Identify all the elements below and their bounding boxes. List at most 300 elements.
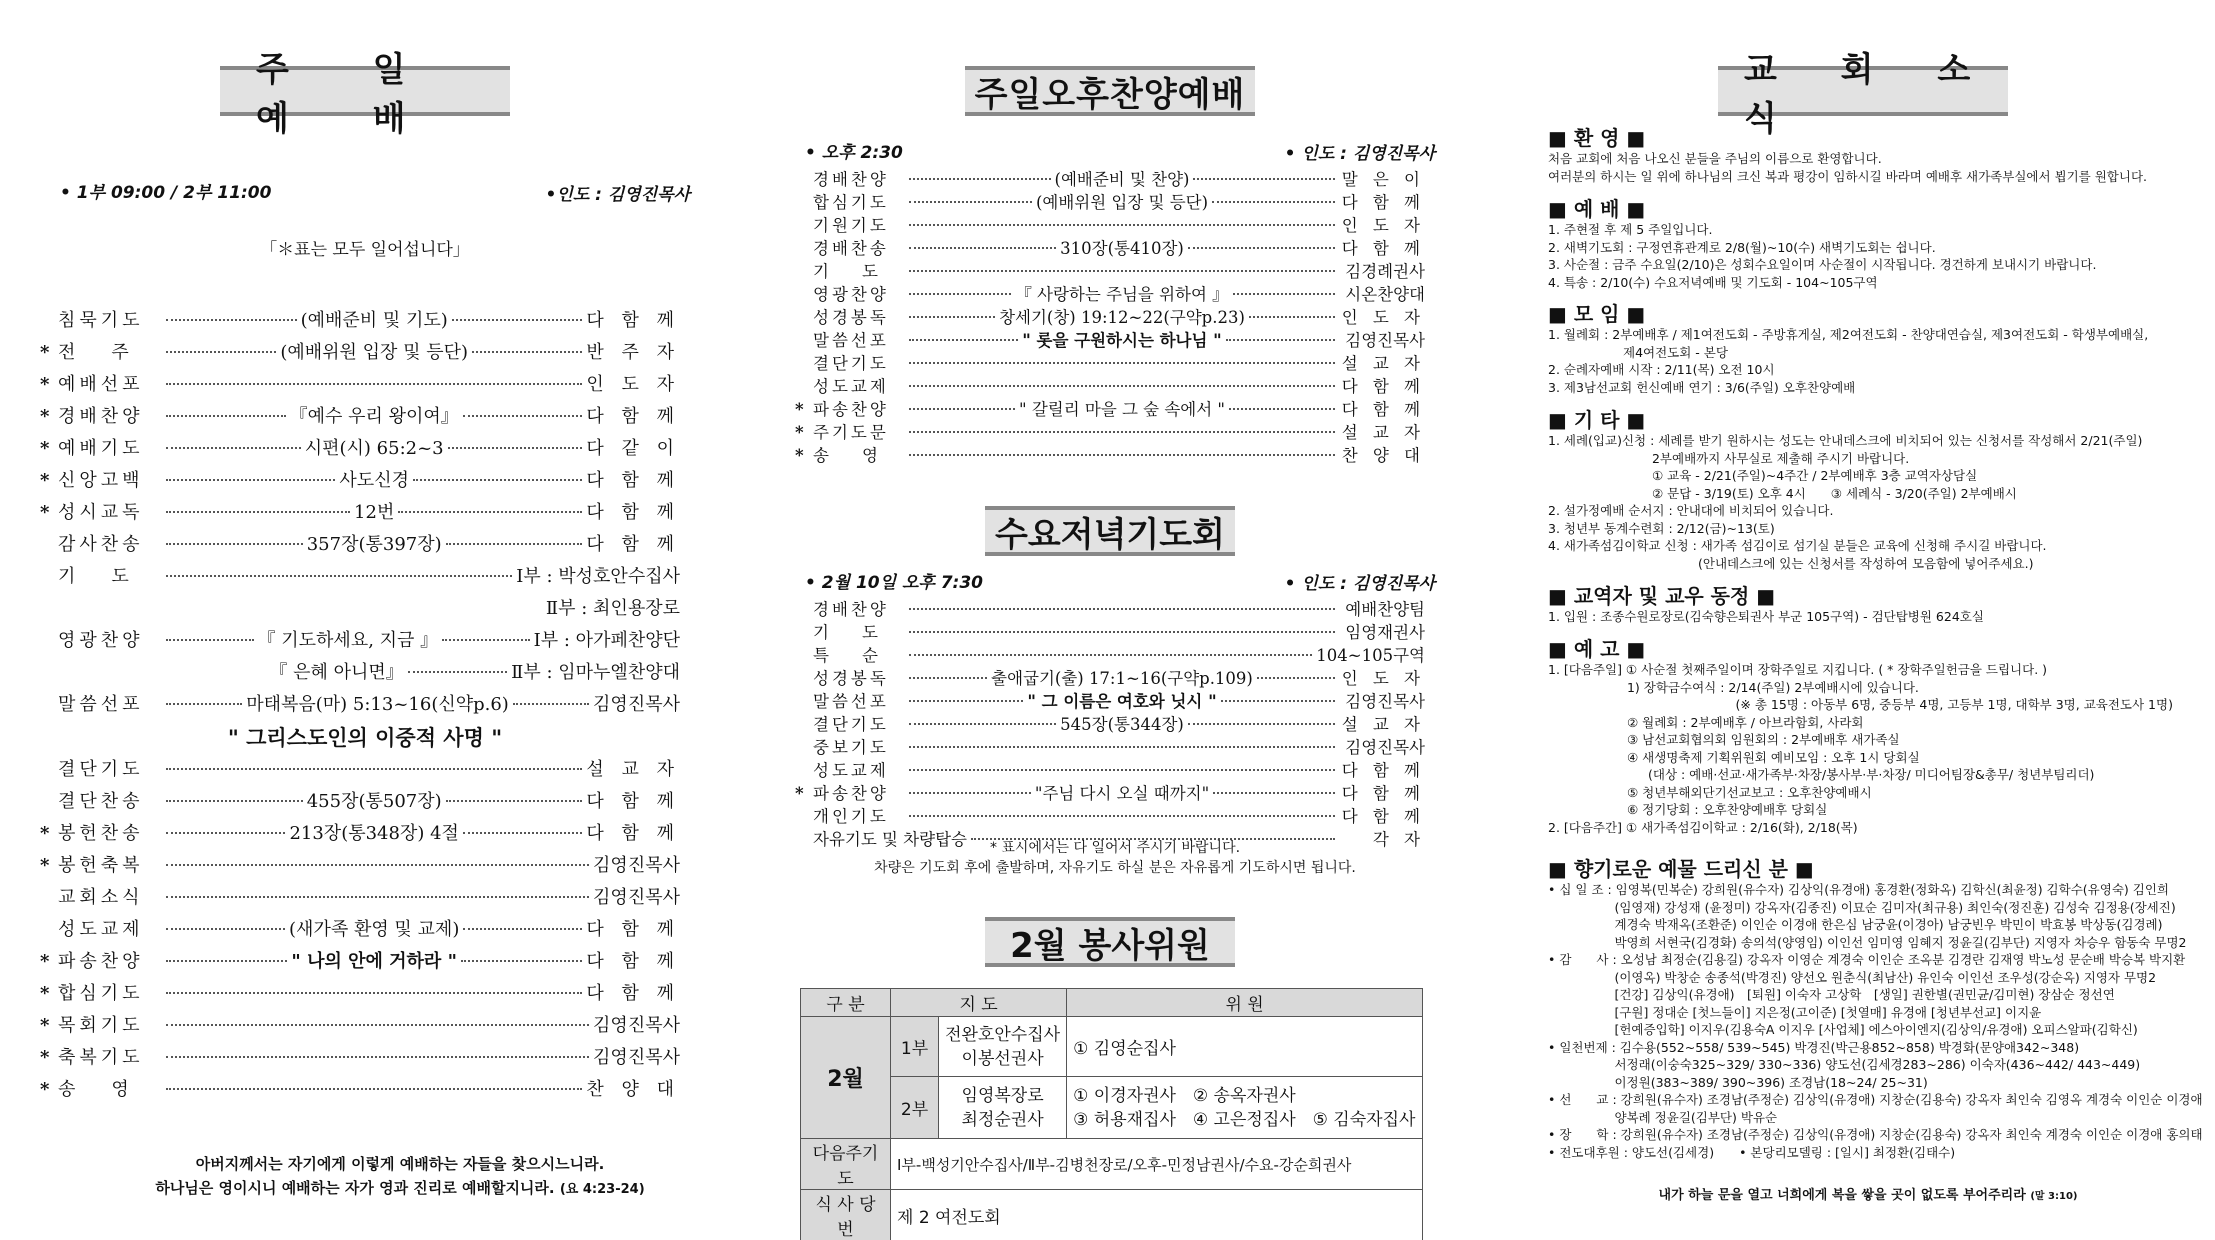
item-content: (예배준비 및 찬양) xyxy=(1054,170,1190,189)
order-row xyxy=(795,235,1425,259)
leader-dots xyxy=(166,864,589,866)
item-person: 다 함 께 xyxy=(586,919,680,940)
item-label: 경배찬양 xyxy=(58,406,144,427)
item-person: 설 교 자 xyxy=(1341,715,1425,734)
item-label: 경배찬송 xyxy=(813,239,889,258)
leader-dots xyxy=(909,316,995,318)
item-label: 교회소식 xyxy=(58,887,144,908)
item-label: 성경봉독 xyxy=(813,308,889,327)
item-person: 시온찬양대 xyxy=(1345,285,1425,304)
item-label: 기 도 xyxy=(813,623,878,642)
order-row xyxy=(795,665,1425,689)
item-person: 반 주 자 xyxy=(586,342,680,363)
item-person: Ⅰ부 : 박성호안수집사 xyxy=(516,566,680,587)
item-label: 자유기도 및 차량탑승 xyxy=(813,830,967,849)
news-line: 2. 설가정예배 순서지 : 안내대에 비치되어 있습니다. xyxy=(1548,503,1834,518)
order-row xyxy=(40,819,680,845)
guide-2b: 최정순권사 xyxy=(961,1109,1044,1130)
leader-dots xyxy=(472,351,582,353)
order-row xyxy=(40,851,680,877)
news-line: 양복례 정윤길(김부단) 박유순 xyxy=(1548,1109,1778,1125)
news-line: (안내데스크에 있는 신청서를 작성하여 모음함에 넣어주세요.) xyxy=(1548,555,2034,571)
item-person: Ⅰ부 : 아가페찬양단 xyxy=(533,630,681,651)
order-row xyxy=(40,947,680,973)
leader-dots xyxy=(909,385,1335,387)
leader-dots xyxy=(448,447,583,449)
news-line: ② 문답 - 3/19(토) 오후 4시 ③ 세례식 - 3/20(주일) 2부예배시 xyxy=(1548,485,2017,501)
news-line: 이정원(383~389/ 390~396) 조경남(18~24/ 25~31) xyxy=(1548,1074,1928,1090)
item-content: "주님 다시 오실 때까지" xyxy=(1034,784,1210,803)
leader-dots xyxy=(1221,700,1335,702)
order-row xyxy=(40,1043,680,1069)
item-label: 신앙고백 xyxy=(58,470,144,491)
leader-dots xyxy=(166,1024,589,1026)
item-content: 시편(시) 65:2~3 xyxy=(304,438,444,459)
section-body xyxy=(1548,881,2203,1161)
leader-dots xyxy=(166,1088,582,1090)
next-prayer-label: 다음주기도 xyxy=(801,1139,891,1190)
leader-dots xyxy=(909,654,1312,656)
item-label: 말씀선포 xyxy=(813,692,889,711)
leader-dots xyxy=(166,832,285,834)
item-person: 각 자 xyxy=(1372,830,1425,849)
footer-verse-3 xyxy=(1548,1184,2188,1209)
item-label: 감사찬송 xyxy=(58,534,144,555)
news-line: 3. 청년부 동계수련회 : 2/12(금)~13(토) xyxy=(1548,520,1775,536)
news-line: 제4여전도회 - 본당 xyxy=(1548,344,1728,360)
leader-dots xyxy=(166,992,582,994)
leader-dots xyxy=(1188,247,1335,249)
item-label: 합심기도 xyxy=(813,193,889,212)
leader-dots xyxy=(909,700,1023,702)
item-label: 영광찬양 xyxy=(813,285,889,304)
item-label: 경배찬양 xyxy=(813,600,889,619)
order-row xyxy=(795,757,1425,781)
item-person: 다 함 께 xyxy=(1341,807,1425,826)
item-person: 김영진목사 xyxy=(593,887,680,908)
leader-dots xyxy=(909,178,1051,180)
item-label: 성도교제 xyxy=(813,377,889,396)
item-content: 12번 xyxy=(354,502,395,523)
item-person: 김경례권사 xyxy=(1345,262,1425,281)
item-person: 김영진목사 xyxy=(593,1047,680,1068)
section-heading: ■ 기 타 ■ xyxy=(1548,408,1646,432)
standing-mark: * xyxy=(40,342,50,363)
order-row xyxy=(40,498,680,524)
part-2-cell: 2부 xyxy=(891,1077,939,1139)
item-label: 기 도 xyxy=(813,262,878,281)
leader-dots xyxy=(909,631,1335,633)
item-content: " 롯을 구원하시는 하나님 " xyxy=(1022,331,1222,350)
order-row xyxy=(795,327,1425,351)
news-line: [건강] 김상익(유경애) [퇴원] 이숙자 고상학 [생일] 권한별(권민균/김미현) 장삼순 정선연 xyxy=(1548,987,2115,1002)
item-label: 결단찬송 xyxy=(58,791,144,812)
leader-dots xyxy=(452,319,583,321)
leader-dots xyxy=(398,511,582,513)
item-label: 결단기도 xyxy=(58,759,144,780)
order-row xyxy=(795,258,1425,282)
wednesday-notes xyxy=(795,838,1435,878)
leader-dots xyxy=(166,928,285,930)
footer-verse xyxy=(100,1152,700,1202)
leader-dots xyxy=(166,800,303,802)
item-label: 말씀선포 xyxy=(813,331,889,350)
leader-dots xyxy=(909,454,1335,456)
news-line: • 일천번제 : 김수용(552~558/ 539~545) 박경진(박근용852~858) 박경화(문양애342~348) xyxy=(1548,1039,2080,1055)
standing-mark: * xyxy=(40,406,50,427)
leader-dots xyxy=(166,1056,589,1058)
month-cell: 2월 xyxy=(801,1017,891,1139)
news-line: [헌예증입학] 이지우(김용숙A 이지우 [사업체] 에스아이엔지(김상익/유경애) 오피스알파(김학신) xyxy=(1548,1022,2138,1037)
section-heading: ■ 예 배 ■ xyxy=(1548,197,1646,221)
news-line: (이영옥) 박창순 송종석(박경진) 양선오 원춘식(최남산) 유인숙 이인선 조우성(강순옥) 지영자 무명2 xyxy=(1548,969,2157,985)
item-person: 다 함 께 xyxy=(586,470,681,491)
leader-dots xyxy=(909,247,1056,249)
standing-mark: * xyxy=(40,470,50,491)
item-person: 인 도 자 xyxy=(1341,308,1425,327)
item-person: 김영진목사 xyxy=(593,1015,680,1036)
item-label: 영광찬양 xyxy=(58,630,144,651)
leader-dots xyxy=(909,746,1335,748)
part-2-members xyxy=(1067,1077,1423,1139)
leader-dots xyxy=(909,293,1011,295)
order-row xyxy=(795,166,1425,190)
title-afternoon-worship: 주일오후찬양예배 xyxy=(965,66,1255,116)
column-church-news xyxy=(1548,0,2203,1240)
leader-dots xyxy=(909,815,1335,817)
order-row xyxy=(40,1075,680,1101)
leader-dots xyxy=(909,339,1018,341)
order-row xyxy=(795,780,1425,804)
news-line: 2. 순례자예배 시작 : 2/11(목) 오전 10시 xyxy=(1548,362,1775,377)
item-label: 합심기도 xyxy=(58,983,144,1004)
order-row xyxy=(795,442,1425,466)
order-row xyxy=(795,304,1425,328)
news-line: 1. 입원 : 조종수원로장로(김숙향은퇴권사 부군 105구역) - 검단탑병원 624호실 xyxy=(1548,609,1984,624)
item-person: 다 함 께 xyxy=(586,951,680,972)
afternoon-leader: • 인도 : 김영진목사 xyxy=(1284,144,1435,164)
item-label: 송 영 xyxy=(58,1079,129,1100)
item-label: 기 도 xyxy=(58,566,129,587)
item-person: 다 같 이 xyxy=(586,438,680,459)
leader-dots xyxy=(166,319,297,321)
leader-dots xyxy=(909,792,1031,794)
item-person: 다 함 께 xyxy=(586,310,681,331)
standing-mark: * xyxy=(40,951,50,972)
standing-mark: * xyxy=(795,423,804,442)
item-label: 파송찬양 xyxy=(58,951,144,972)
leader-dots xyxy=(166,960,287,962)
standing-notice: 「＊표는 모두 일어섭니다」 xyxy=(260,240,470,260)
section-heading: ■ 예 고 ■ xyxy=(1548,637,1646,661)
item-person: 찬 양 대 xyxy=(586,1079,680,1100)
item-content: 『 사랑하는 주님을 위하여 』 xyxy=(1015,285,1229,304)
item-person: 다 함 께 xyxy=(1341,193,1425,212)
order-row xyxy=(795,642,1425,666)
news-line: ③ 남선교회협의회 임원회의 : 2부예배후 새가족실 xyxy=(1548,732,1900,747)
item-person: 인 도 자 xyxy=(1341,216,1425,235)
item-content: 마태복음(마) 5:13~16(신약p.6) xyxy=(246,694,509,715)
order-row xyxy=(795,281,1425,305)
order-row xyxy=(40,594,680,620)
item-content: 『예수 우리 왕이여』 xyxy=(289,406,459,427)
standing-mark: * xyxy=(40,1079,50,1100)
order-row xyxy=(40,787,680,813)
news-line: ④ 새생명축제 기획위원회 예비모임 : 오후 1시 당회실 xyxy=(1548,749,1920,765)
leader-dots xyxy=(1229,408,1335,410)
item-label: 결단기도 xyxy=(813,354,889,373)
leader-dots xyxy=(1249,316,1335,318)
standing-mark: * xyxy=(40,502,50,523)
section-body xyxy=(1548,150,2188,185)
news-line: 1. [다음주일] ① 사순절 첫째주일이며 장학주일로 지킵니다. ( * 장학주일헌금을 드립니다. ) xyxy=(1548,662,2048,677)
item-person: 말 은 이 xyxy=(1341,170,1425,189)
order-row xyxy=(40,562,680,588)
part-2-guide xyxy=(939,1077,1067,1139)
standing-mark: * xyxy=(40,983,50,1004)
item-person: 설 교 자 xyxy=(1341,354,1425,373)
section-body xyxy=(1548,608,2188,626)
leader-dots xyxy=(909,408,1015,410)
leader-dots xyxy=(166,896,589,898)
leader-dots xyxy=(446,800,583,802)
leader-dots xyxy=(166,351,276,353)
table-row xyxy=(801,1139,1423,1190)
verse-line-2-wrap xyxy=(100,1176,700,1202)
news-line: ⑥ 정기당회 : 오후찬양예배후 당회실 xyxy=(1548,802,1828,817)
item-label: 목회기도 xyxy=(58,1015,144,1036)
order-row xyxy=(795,711,1425,735)
leader-dots xyxy=(166,639,254,641)
news-line: 여러분의 하시는 일 위에 하나님의 크신 복과 평강이 임하시길 바라며 예배후 새가족부실에서 뵙기를 원합니다. xyxy=(1548,168,2148,184)
wednesday-leader: • 인도 : 김영진목사 xyxy=(1284,574,1435,594)
title-wednesday-prayer: 수요저녁기도회 xyxy=(985,506,1235,556)
news-line: (※ 총 15명 : 아동부 6명, 중등부 4명, 고등부 1명, 대학부 3명, 교육전도사 1명) xyxy=(1548,697,2173,712)
item-person: 김영진목사 xyxy=(1345,331,1425,350)
section-heading: ■ 환 영 ■ xyxy=(1548,126,1646,150)
item-label: 결단기도 xyxy=(813,715,889,734)
item-label: 성도교제 xyxy=(58,919,144,940)
news-line: 1. 세례(입교)신청 : 세례를 받기 원하시는 성도는 안내데스크에 비치되어 있는 신청서를 작성해서 2/21(주일) xyxy=(1548,433,2143,448)
item-content: 310장(통410장) xyxy=(1060,239,1184,258)
item-content: " 갈릴리 마을 그 숲 속에서 " xyxy=(1018,400,1226,419)
item-person: 임영재권사 xyxy=(1345,623,1425,642)
leader-dots xyxy=(166,768,582,770)
news-line: 박영희 서현국(김경화) 송의석(양영임) 이인선 임미영 임혜지 정윤길(김부단) 지영자 차승우 함동숙 무명2 xyxy=(1548,934,2187,950)
order-row xyxy=(40,1011,680,1037)
item-content: (새가족 환영 및 교제) xyxy=(289,919,460,940)
order-row xyxy=(40,883,680,909)
news-line: 계경숙 박재옥(조환준) 이인순 이경애 한은심 남궁윤(이경아) 남궁빈우 박민이 박효봉 박상동(김경례) xyxy=(1548,917,2163,932)
item-person: 다 함 께 xyxy=(1341,761,1425,780)
leader-dots xyxy=(513,703,589,705)
news-line: 4. 특송 : 2/10(수) 수요저녁예배 및 기도회 - 104~105구역 xyxy=(1548,274,1878,290)
leader-dots xyxy=(909,431,1335,433)
section-heading: ■ 교역자 및 교우 동정 ■ xyxy=(1548,584,1776,608)
item-person: 김영진목사 xyxy=(1345,692,1425,711)
leader-dots xyxy=(1212,201,1335,203)
item-person: 다 함 께 xyxy=(1341,784,1425,803)
item-label: 특 순 xyxy=(813,646,878,665)
item-label: 파송찬양 xyxy=(813,784,889,803)
order-row xyxy=(795,189,1425,213)
item-person: 설 교 자 xyxy=(586,759,680,780)
leader-dots xyxy=(909,608,1335,610)
news-line: [구원] 정대순 [첫느들이] 지은정(고이준) [첫열매] 유경애 [청년부선교] 이지윤 xyxy=(1548,1004,2042,1020)
item-label: 성시교독 xyxy=(58,502,144,523)
item-person: 다 함 께 xyxy=(586,823,680,844)
note-transport: 차량은 기도회 후에 출발하며, 자유기도 하실 분은 자유롭게 기도하시면 됩니다. xyxy=(874,860,1356,876)
column-sunday-worship xyxy=(40,0,690,1240)
order-row xyxy=(40,690,680,716)
leader-dots xyxy=(166,575,512,577)
order-row xyxy=(795,396,1425,420)
leader-dots xyxy=(166,415,286,417)
leader-dots xyxy=(1193,178,1335,180)
item-person: 다 함 께 xyxy=(586,406,680,427)
leader-dots xyxy=(909,224,1335,226)
standing-mark: * xyxy=(795,400,804,419)
leader-dots xyxy=(166,543,303,545)
order-row xyxy=(795,688,1425,712)
column-afternoon-and-wednesday xyxy=(795,0,1435,1240)
item-person: 다 함 께 xyxy=(586,502,680,523)
news-line: • 십 일 조 : 임영복(민복순) 강희원(유수자) 김상익(유경애) 홍경환(정화옥) 김학신(최윤정) 김학수(유영숙) 김인희 xyxy=(1548,882,2169,897)
standing-mark: * xyxy=(795,446,804,465)
leader-dots xyxy=(166,479,335,481)
item-person: 설 교 자 xyxy=(1341,423,1425,442)
wednesday-time: • 2월 10일 오후 7:30 xyxy=(805,573,983,593)
leader-dots xyxy=(909,769,1335,771)
note-standing: * 표시에서는 다 일어서 주시기 바랍니다. xyxy=(989,840,1241,856)
item-content: 213장(통348장) 4절 xyxy=(289,823,459,844)
volunteer-table xyxy=(800,988,1423,1240)
item-label: 파송찬양 xyxy=(813,400,889,419)
item-label: 개인기도 xyxy=(813,807,889,826)
verse-text: 내가 하늘 문을 열고 너희에게 복을 쌓을 곳이 없도록 부어주리라 xyxy=(1658,1188,2026,1203)
item-label: 봉헌찬송 xyxy=(58,823,144,844)
title-church-news: 교 회 소 식 xyxy=(1718,66,2008,116)
section-heading: ■ 향기로운 예물 드리신 분 ■ xyxy=(1548,857,1814,881)
section-body xyxy=(1548,326,2188,396)
news-line: ② 월례회 : 2부예배후 / 아브라함회, 사라회 xyxy=(1548,714,1864,730)
leader-dots xyxy=(1233,293,1335,295)
order-row xyxy=(40,402,680,428)
leader-dots xyxy=(463,928,582,930)
order-row xyxy=(795,803,1425,827)
news-line: 처음 교회에 처음 나오신 분들을 주님의 이름으로 환영합니다. xyxy=(1548,151,1882,166)
item-label: 경배찬양 xyxy=(813,170,889,189)
service-time: • 1부 09:00 / 2부 11:00 xyxy=(60,183,272,203)
guide-1b: 이봉선권사 xyxy=(961,1048,1044,1069)
item-label: 예배선포 xyxy=(58,374,144,395)
section-body xyxy=(1548,661,2188,836)
item-label: 중보기도 xyxy=(813,738,889,757)
standing-mark: * xyxy=(40,823,50,844)
item-label: 송 영 xyxy=(813,446,878,465)
section-heading: ■ 모 임 ■ xyxy=(1548,302,1646,326)
header-members: 위 원 xyxy=(1067,989,1423,1017)
standing-mark: * xyxy=(40,855,50,876)
item-person: 찬 양 대 xyxy=(1341,446,1425,465)
news-line: 1. 주현절 후 제 5 주일입니다. xyxy=(1548,222,1713,237)
leader-dots xyxy=(461,960,582,962)
verse-ref: (요 4:23-24) xyxy=(559,1182,645,1197)
item-person: 104~105구역 xyxy=(1316,646,1425,665)
leader-dots xyxy=(166,703,242,705)
news-line: 4. 새가족섬김이학교 신청 : 새가족 섬김이로 섬기실 분들은 교육에 신청해 주시길 바랍니다. xyxy=(1548,538,2047,553)
item-content: " 그 이름은 여호와 닛시 " xyxy=(1027,692,1217,711)
news-line: • 장 학 : 강희원(유수자) 조경남(주정순) 김상익(유경애) 지창순(김용숙) 강옥자 최인숙 계경숙 이인순 이경애 홍의태 xyxy=(1548,1127,2203,1142)
sermon-title: " 그리스도인의 이중적 사명 " xyxy=(227,725,503,750)
order-row xyxy=(40,466,680,492)
item-content: 창세기(창) 19:12~22(구약p.23) xyxy=(999,308,1245,327)
news-line: 2. 새벽기도회 : 구정연휴관계로 2/8(월)~10(수) 새벽기도회는 쉽니다. xyxy=(1548,239,1936,255)
item-person: 다 함 께 xyxy=(586,791,680,812)
order-row xyxy=(795,596,1425,620)
item-label: 침묵기도 xyxy=(58,310,144,331)
leader-dots xyxy=(909,201,1032,203)
news-line: 3. 사순절 : 금주 수요일(2/10)은 성회수요일이며 사순절이 시작됩니다. 경건하게 보내시기 바랍니다. xyxy=(1548,257,2097,272)
item-content: 출애굽기(출) 17:1~16(구약p.109) xyxy=(991,669,1253,688)
item-content: (예배위원 입장 및 등단) xyxy=(280,342,469,363)
item-content: 455장(통507장) xyxy=(306,791,442,812)
item-person: 다 함 께 xyxy=(1341,377,1425,396)
meal-value: 제 2 여전도회 xyxy=(891,1190,1423,1240)
item-label: 봉헌축복 xyxy=(58,855,144,876)
item-label: 기원기도 xyxy=(813,216,889,235)
order-row xyxy=(40,658,680,684)
meal-label: 식 사 당 번 xyxy=(801,1190,891,1240)
news-line: 서정래(이숭숙325~329/ 330~336) 양도선(김세경283~286) 이숙자(436~442/ 443~449) xyxy=(1548,1057,2141,1072)
item-content: 사도신경 xyxy=(339,470,409,491)
item-label: 주기도문 xyxy=(813,423,889,442)
verse-ref-3: (말 3:10) xyxy=(2030,1191,2078,1202)
item-content: (예배준비 및 기도) xyxy=(300,310,448,331)
news-line: 2. [다음주간] ① 새가족섬김이학교 : 2/16(화), 2/18(목) xyxy=(1548,819,1858,835)
item-person: 다 함 께 xyxy=(1341,239,1425,258)
leader-dots xyxy=(909,270,1335,272)
item-person: 김영진목사 xyxy=(593,855,680,876)
order-row xyxy=(40,915,680,941)
standing-mark: * xyxy=(40,1047,50,1068)
part-1-cell: 1부 xyxy=(891,1017,939,1077)
item-label: 성도교제 xyxy=(813,761,889,780)
leader-dots xyxy=(166,511,350,513)
news-line: • 전도대후원 : 양도선(김세경) • 본당리모델링 : [일시] 최정환(김태수) xyxy=(1548,1144,1956,1160)
order-row xyxy=(795,373,1425,397)
item-label: 축복기도 xyxy=(58,1047,144,1068)
leader-dots xyxy=(408,671,507,673)
next-prayer-value: Ⅰ부-백성기안수집사/Ⅱ부-김병천장로/오후-민정남권사/수요-강순희권사 xyxy=(891,1139,1423,1190)
item-person: 김영진목사 xyxy=(593,694,680,715)
news-line: 2부예배까지 사무실로 제출해 주시기 바랍니다. xyxy=(1548,450,1910,466)
news-line: 1. 월례회 : 2부예배후 / 제1여전도회 - 주방휴게실, 제2여전도회 - 찬양대연습실, 제3여전도회 - 학생부예배실, xyxy=(1548,327,2149,342)
order-row xyxy=(795,419,1425,443)
standing-mark: * xyxy=(795,784,804,803)
item-content: 545장(통344장) xyxy=(1060,715,1184,734)
standing-mark: * xyxy=(40,374,50,395)
item-person: 인 도 자 xyxy=(586,374,680,395)
item-label: 예배기도 xyxy=(58,438,144,459)
item-content: (예배위원 입장 및 등단) xyxy=(1035,193,1209,212)
item-person: 인 도 자 xyxy=(1341,669,1425,688)
leader-dots xyxy=(413,479,582,481)
news-line: • 감 사 : 오성남 최정순(김용길) 강옥자 이영순 계경숙 이인순 조옥분 김경란 김재영 박노성 문순배 박승복 박지환 xyxy=(1548,952,2186,967)
order-row xyxy=(40,306,680,332)
leader-dots xyxy=(446,543,583,545)
header-guide: 지 도 xyxy=(891,989,1067,1017)
